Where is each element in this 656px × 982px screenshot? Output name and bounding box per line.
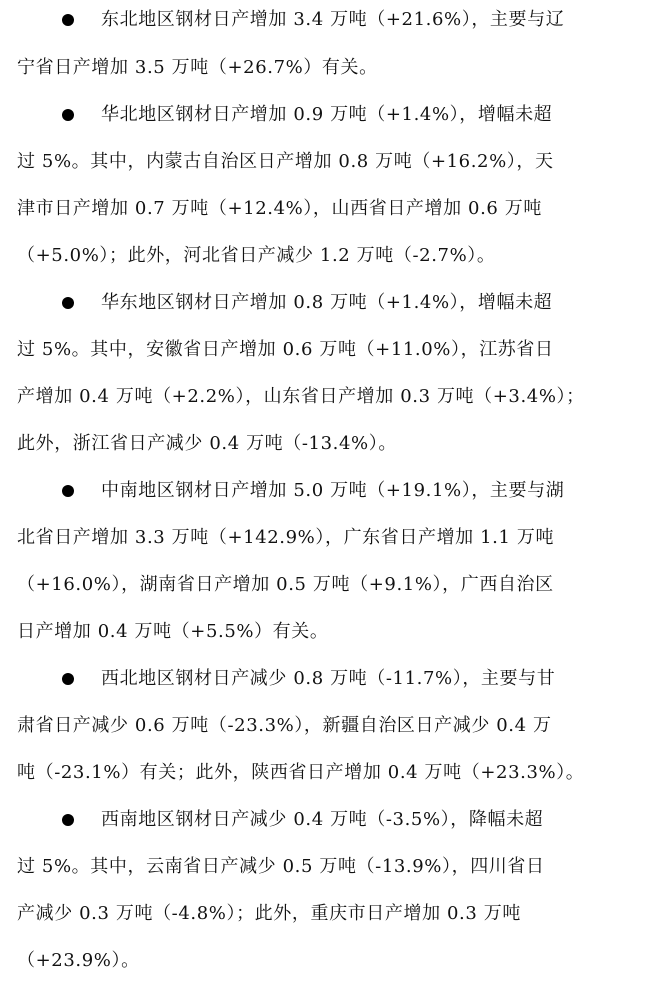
bullet-icon [62,109,74,121]
paragraph-5-line-2: 肃省日产减少 0.6 万吨（-23.3%），新疆自治区日产减少 0.4 万 [17,715,552,736]
paragraph-5-line-1: 西北地区钢材日产减少 0.8 万吨（-11.7%），主要与甘 [101,668,556,689]
paragraph-5-line-3: 吨（-23.1%）有关；此外，陕西省日产增加 0.4 万吨（+23.3%）。 [17,762,585,783]
paragraph-6-line-1: 西南地区钢材日产减少 0.4 万吨（-3.5%），降幅未超 [101,809,544,830]
paragraph-1-line-2: 宁省日产增加 3.5 万吨（+26.7%）有关。 [17,57,378,78]
paragraph-3-line-3: 产增加 0.4 万吨（+2.2%），山东省日产增加 0.3 万吨（+3.4%）； [17,386,585,407]
bullet-icon [62,814,74,826]
paragraph-4-line-2: 北省日产增加 3.3 万吨（+142.9%），广东省日产增加 1.1 万吨 [17,527,555,548]
bullet-icon [62,673,74,685]
paragraph-2-line-3: 津市日产增加 0.7 万吨（+12.4%），山西省日产增加 0.6 万吨 [17,198,542,219]
paragraph-6-line-4: （+23.9%）。 [17,950,140,971]
paragraph-2-line-1: 华北地区钢材日产增加 0.9 万吨（+1.4%），增幅未超 [101,104,553,125]
paragraph-4-line-3: （+16.0%），湖南省日产增加 0.5 万吨（+9.1%），广西自治区 [17,574,554,595]
paragraph-3-line-2: 过 5%。其中，安徽省日产增加 0.6 万吨（+11.0%），江苏省日 [17,339,554,360]
paragraph-6-line-3: 产减少 0.3 万吨（-4.8%）；此外，重庆市日产增加 0.3 万吨 [17,903,521,924]
paragraph-4-line-1: 中南地区钢材日产增加 5.0 万吨（+19.1%），主要与湖 [101,480,565,501]
bullet-icon [62,485,74,497]
paragraph-3-line-1: 华东地区钢材日产增加 0.8 万吨（+1.4%），增幅未超 [101,292,553,313]
paragraph-4-line-4: 日产增加 0.4 万吨（+5.5%）有关。 [17,621,329,642]
paragraph-1-line-1: 东北地区钢材日产增加 3.4 万吨（+21.6%），主要与辽 [101,9,565,30]
paragraph-2-line-4: （+5.0%）；此外，河北省日产减少 1.2 万吨（-2.7%）。 [17,245,496,266]
paragraph-3-line-4: 此外，浙江省日产减少 0.4 万吨（-13.4%）。 [17,433,397,454]
bullet-icon [62,297,74,309]
paragraph-2-line-2: 过 5%。其中，内蒙古自治区日产增加 0.8 万吨（+16.2%），天 [17,151,554,172]
paragraph-6-line-2: 过 5%。其中，云南省日产减少 0.5 万吨（-13.9%），四川省日 [17,856,545,877]
bullet-icon [62,14,74,26]
